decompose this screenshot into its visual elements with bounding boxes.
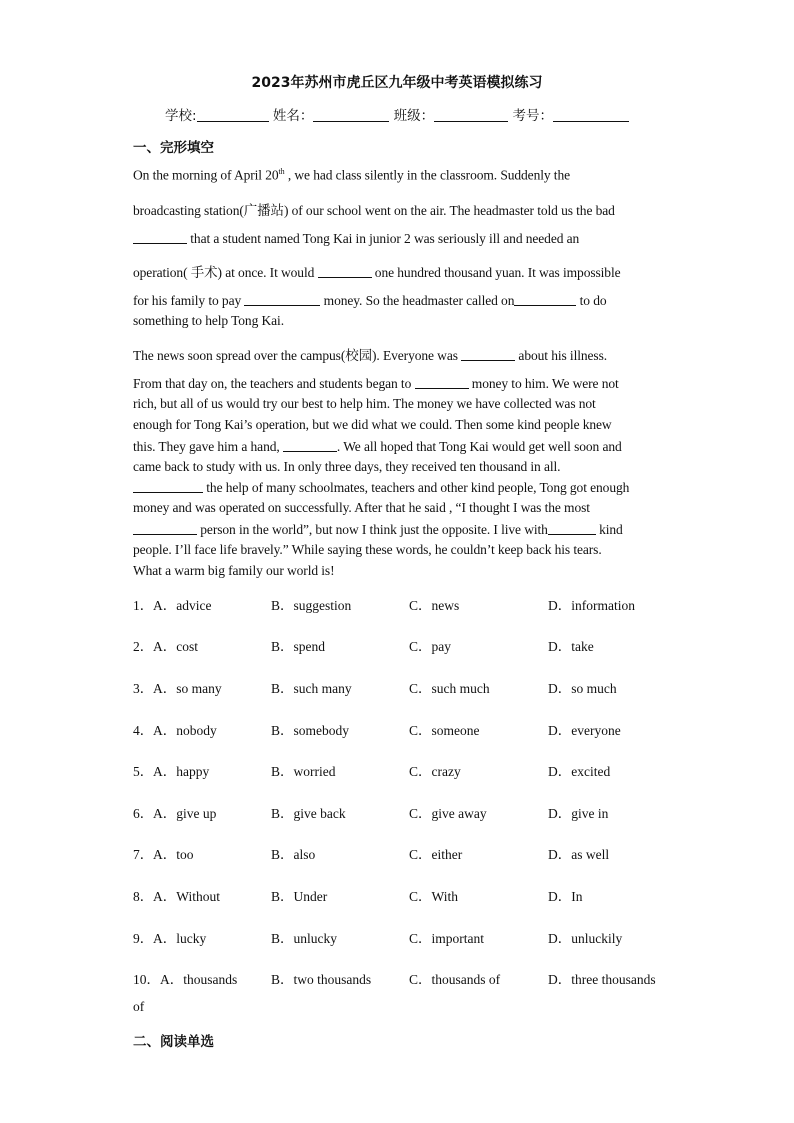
page-title: 2023年苏州市虎丘区九年级中考英语模拟练习	[251, 75, 543, 91]
passage-line: On the morning of April 20th , we had class silently in the classroom. Suddenly the	[133, 167, 570, 183]
option-a[interactable]: A．cost	[153, 639, 198, 654]
option-b[interactable]: B．such many	[271, 681, 352, 696]
question-number: 5．	[133, 764, 154, 779]
answer-blank-10[interactable]	[548, 521, 596, 535]
exam-number-blank[interactable]	[553, 107, 629, 122]
answer-blank-1[interactable]	[133, 230, 187, 244]
option-b[interactable]: B．worried	[271, 764, 336, 779]
option-c[interactable]: C．someone	[409, 723, 480, 738]
answer-blank-4[interactable]	[514, 292, 576, 306]
section-1-heading: 一、完形填空	[133, 140, 214, 156]
question-number: 2．	[133, 639, 154, 654]
option-a[interactable]: A．thousands	[160, 972, 238, 987]
option-c[interactable]: C．news	[409, 598, 460, 613]
passage-line: this. They gave him a hand, . We all hoped that Tong Kai would get well soon and	[133, 439, 622, 454]
option-b[interactable]: B．Under	[271, 889, 328, 904]
name-label: 姓名：	[272, 108, 314, 124]
answer-blank-6[interactable]	[415, 375, 469, 389]
school-label: 学校:	[165, 108, 197, 124]
question-number: 8．	[133, 889, 154, 904]
option-b[interactable]: B．also	[271, 847, 316, 862]
answer-blank-3[interactable]	[244, 292, 320, 306]
option-b[interactable]: B．unlucky	[271, 931, 337, 946]
passage-line: people. I’ll face life bravely.” While saying these words, he couldn’t keep back his tears.	[133, 542, 602, 557]
option-c[interactable]: C．pay	[409, 639, 451, 654]
answer-blank-2[interactable]	[318, 264, 372, 278]
answer-blank-7[interactable]	[283, 438, 337, 452]
passage-line: money and was operated on successfully. After that he said , “I thought I was the most	[133, 500, 590, 515]
option-c[interactable]: C．either	[409, 847, 463, 862]
section-2-heading: 二、阅读单选	[133, 1034, 214, 1050]
passage-line: operation( 手术) at once. It would one hundred thousand yuan. It was impossible	[133, 265, 621, 280]
question-number: 7．	[133, 847, 154, 862]
answer-blank-9[interactable]	[133, 521, 197, 535]
option-d[interactable]: D．everyone	[548, 723, 621, 738]
passage-line: enough for Tong Kai’s operation, but we did what we could. Then some kind people knew	[133, 417, 612, 432]
class-blank[interactable]	[434, 107, 508, 122]
passage-line: rich, but all of us would try our best to help him. The money we have collected was not	[133, 396, 596, 411]
passage-line: person in the world”, but now I think just the opposite. I live with kind	[133, 521, 623, 538]
option-c[interactable]: C．such much	[409, 681, 490, 696]
question-number: 10．	[133, 972, 160, 987]
option-d[interactable]: D．give in	[548, 806, 609, 821]
question-number: 9．	[133, 931, 154, 946]
option-b[interactable]: B．give back	[271, 806, 346, 821]
passage-line: that a student named Tong Kai in junior 2 was seriously ill and needed an	[133, 230, 579, 247]
option-c[interactable]: C．thousands of	[409, 972, 501, 987]
option-b[interactable]: B．suggestion	[271, 598, 352, 613]
option-c[interactable]: C．important	[409, 931, 484, 946]
name-blank[interactable]	[313, 107, 389, 122]
student-info-line	[165, 104, 629, 124]
passage-line: something to help Tong Kai.	[133, 313, 284, 328]
option-d[interactable]: D．as well	[548, 847, 610, 862]
passage-line: From that day on, the teachers and students began to money to him. We were not	[133, 376, 619, 391]
option-a[interactable]: A．lucky	[153, 931, 207, 946]
class-label: 班级：	[393, 108, 435, 124]
option-c[interactable]: C．give away	[409, 806, 487, 821]
option-c[interactable]: C．crazy	[409, 764, 461, 779]
option-b[interactable]: B．spend	[271, 639, 325, 654]
option-a[interactable]: A．so many	[153, 681, 222, 696]
option-a[interactable]: A．nobody	[153, 723, 217, 738]
option-a[interactable]: A．advice	[153, 598, 212, 613]
school-blank[interactable]	[197, 107, 269, 122]
option-wrap-text: of	[133, 999, 145, 1014]
option-d[interactable]: D．so much	[548, 681, 617, 696]
option-b[interactable]: B．somebody	[271, 723, 350, 738]
passage-line: The news soon spread over the campus(校园). Everyone was about his illness.	[133, 348, 608, 363]
passage-line: for his family to pay money. So the headmaster called on to do	[133, 293, 607, 308]
option-d[interactable]: D．excited	[548, 764, 611, 779]
option-d[interactable]: D．three thousands	[548, 972, 656, 987]
option-d[interactable]: D．take	[548, 639, 594, 654]
option-b[interactable]: B．two thousands	[271, 972, 372, 987]
answer-blank-8[interactable]	[133, 479, 203, 493]
option-d[interactable]: D．information	[548, 598, 635, 613]
option-d[interactable]: D．unluckily	[548, 931, 623, 946]
option-d[interactable]: D．In	[548, 889, 583, 904]
question-number: 4．	[133, 723, 154, 738]
option-a[interactable]: A．give up	[153, 806, 217, 821]
option-c[interactable]: C．With	[409, 889, 458, 904]
option-a[interactable]: A．Without	[153, 889, 220, 904]
question-number: 3．	[133, 681, 154, 696]
option-a[interactable]: A．too	[153, 847, 194, 862]
passage-line: What a warm big family our world is!	[133, 563, 335, 578]
exam-number-label: 考号：	[512, 108, 553, 124]
passage-line: came back to study with us. In only three days, they received ten thousand in all.	[133, 459, 561, 474]
answer-blank-5[interactable]	[461, 347, 515, 361]
passage-line: the help of many schoolmates, teachers and other kind people, Tong got enough	[133, 479, 629, 496]
question-number: 1．	[133, 598, 154, 613]
question-number: 6．	[133, 806, 154, 821]
passage-line: broadcasting station(广播站) of our school went on the air. The headmaster told us the bad	[133, 203, 615, 218]
option-a[interactable]: A．happy	[153, 764, 210, 779]
